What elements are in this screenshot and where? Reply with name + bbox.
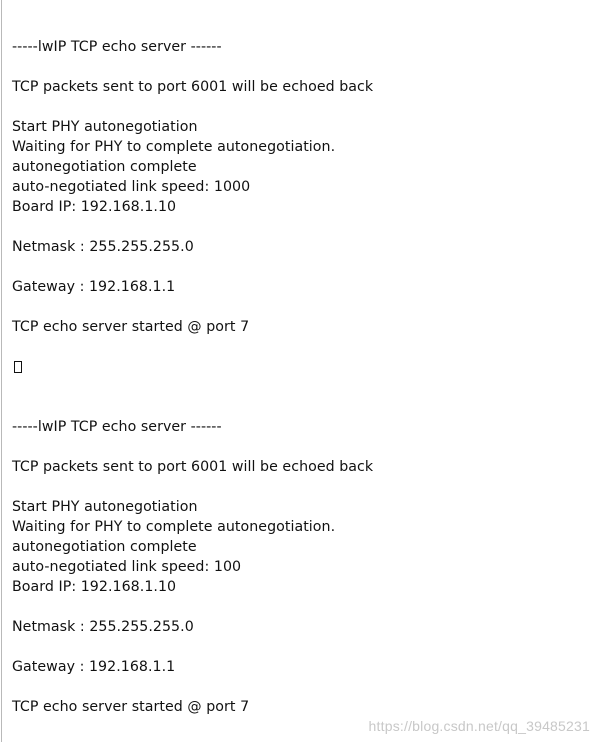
terminal-line: Board IP: 192.168.1.10	[12, 579, 177, 595]
terminal-line: autonegotiation complete	[12, 539, 197, 555]
terminal-line	[12, 57, 373, 77]
terminal-line: auto-negotiated link speed: 100	[12, 559, 242, 575]
terminal-line: -----lwIP TCP echo server ------	[12, 39, 222, 55]
terminal-line	[12, 637, 373, 657]
terminal-line	[12, 677, 373, 697]
terminal-line: auto-negotiated link speed: 1000	[12, 179, 251, 195]
terminal-line: Netmask : 255.255.255.0	[12, 619, 194, 635]
terminal-line	[12, 217, 373, 237]
terminal-line: -----lwIP TCP echo server ------	[12, 419, 222, 435]
terminal-line	[12, 97, 373, 117]
terminal-line: Start PHY autonegotiation	[12, 119, 198, 135]
terminal-line	[12, 397, 373, 417]
terminal-line: Waiting for PHY to complete autonegotiation.	[12, 519, 336, 535]
terminal-line: TCP packets sent to port 6001 will be echoed back	[12, 459, 374, 475]
terminal-cursor-line	[12, 357, 373, 377]
terminal-line: TCP echo server started @ port 7	[12, 699, 250, 715]
terminal-line: Netmask : 255.255.255.0	[12, 239, 194, 255]
terminal-line	[12, 297, 373, 317]
terminal-line: Start PHY autonegotiation	[12, 499, 198, 515]
terminal-line: TCP packets sent to port 6001 will be echoed back	[12, 79, 374, 95]
serial-terminal-output[interactable]	[1, 0, 597, 742]
terminal-line	[12, 257, 373, 277]
terminal-line	[12, 597, 373, 617]
terminal-line: Gateway : 192.168.1.1	[12, 659, 176, 675]
watermark: https://blog.csdn.net/qq_39485231	[368, 718, 590, 734]
terminal-line	[12, 437, 373, 457]
terminal-line: Board IP: 192.168.1.10	[12, 199, 177, 215]
terminal-line: Gateway : 192.168.1.1	[12, 279, 176, 295]
terminal-line: TCP echo server started @ port 7	[12, 319, 250, 335]
terminal-line: autonegotiation complete	[12, 159, 197, 175]
unprintable-char-box-icon	[14, 361, 22, 373]
terminal-line: Waiting for PHY to complete autonegotiation.	[12, 139, 336, 155]
terminal-line	[12, 377, 373, 397]
terminal-line	[12, 337, 373, 357]
terminal-line	[12, 477, 373, 497]
terminal-text	[12, 37, 373, 717]
